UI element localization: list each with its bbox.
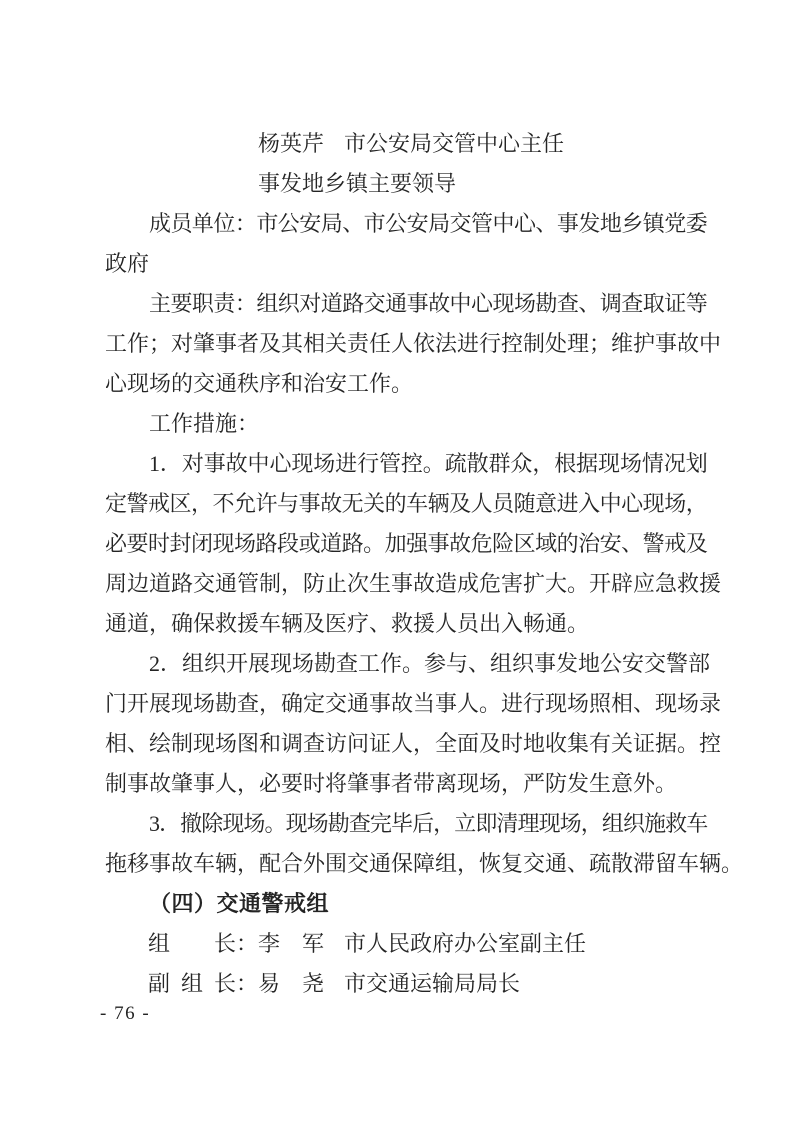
body-line-member-units-cont: 政府	[105, 251, 150, 276]
body-line-measures-label: 工作措施：	[149, 411, 260, 436]
body-line-measure-3: 3．撤除现场。现场勘查完毕后，立即清理现场，组织施救车	[149, 811, 707, 836]
appointee-line	[105, 124, 707, 164]
body-line-measure-3-cont: 拖移事故车辆，配合外围交通保障组，恢复交通、疏散滞留车辆。	[105, 851, 744, 876]
role-label: 组长	[148, 931, 236, 956]
body-line-measure-1-cont: 定警戒区，不允许与事故无关的车辆及人员随意进入中心现场，	[105, 491, 707, 516]
appointee-name: 杨英芹	[258, 131, 325, 156]
role-person-name: 李 军	[258, 931, 325, 956]
role-line-leader	[105, 924, 707, 964]
section-heading: （四）交通警戒组	[149, 891, 330, 916]
body-line-duties-cont: 工作；对肇事者及其相关责任人依法进行控制处理；维护事故中	[105, 331, 722, 356]
role-person-title: 市人民政府办公室副主任	[344, 931, 587, 956]
document-body	[105, 124, 744, 1004]
appointee-name: 事发地乡镇主要领导	[258, 171, 457, 196]
body-line-measure-2-cont: 门开展现场勘查，确定交通事故当事人。进行现场照相、现场录	[105, 691, 722, 716]
body-line-duties: 主要职责：组织对道路交通事故中心现场勘查、调查取证等	[149, 291, 707, 316]
body-line-measure-2: 2．组织开展现场勘查工作。参与、组织事发地公安交警部	[149, 651, 711, 676]
appointee-title: 市公安局交管中心主任	[344, 131, 565, 156]
body-line-measure-1: 1．对事故中心现场进行管控。疏散群众，根据现场情况划	[149, 451, 707, 476]
body-line-duties-cont: 心现场的交通秩序和治安工作。	[105, 371, 414, 396]
body-line-member-units: 成员单位：市公安局、市公安局交管中心、事发地乡镇党委	[149, 211, 707, 236]
role-label: 副组长	[148, 971, 236, 996]
role-person-name: 易 尧	[258, 971, 325, 996]
body-line-measure-2-cont: 制事故肇事人，必要时将肇事者带离现场，严防发生意外。	[105, 771, 678, 796]
body-line-measure-1-cont: 周边道路交通管制，防止次生事故造成危害扩大。开辟应急救援	[105, 571, 722, 596]
appointee-line	[105, 164, 707, 204]
body-line-measure-1-cont: 必要时封闭现场路段或道路。加强事故危险区域的治安、警戒及	[105, 531, 707, 556]
role-line-deputy-leader	[105, 964, 707, 1004]
role-colon: ：	[236, 931, 259, 956]
body-line-measure-1-cont: 通道，确保救援车辆及医疗、救援人员出入畅通。	[105, 611, 590, 636]
page-number: - 76 -	[100, 1003, 151, 1024]
role-colon: ：	[236, 971, 259, 996]
body-line-measure-2-cont: 相、绘制现场图和调查访问证人，全面及时地收集有关证据。控	[105, 731, 722, 756]
role-person-title: 市交通运输局局长	[344, 971, 521, 996]
